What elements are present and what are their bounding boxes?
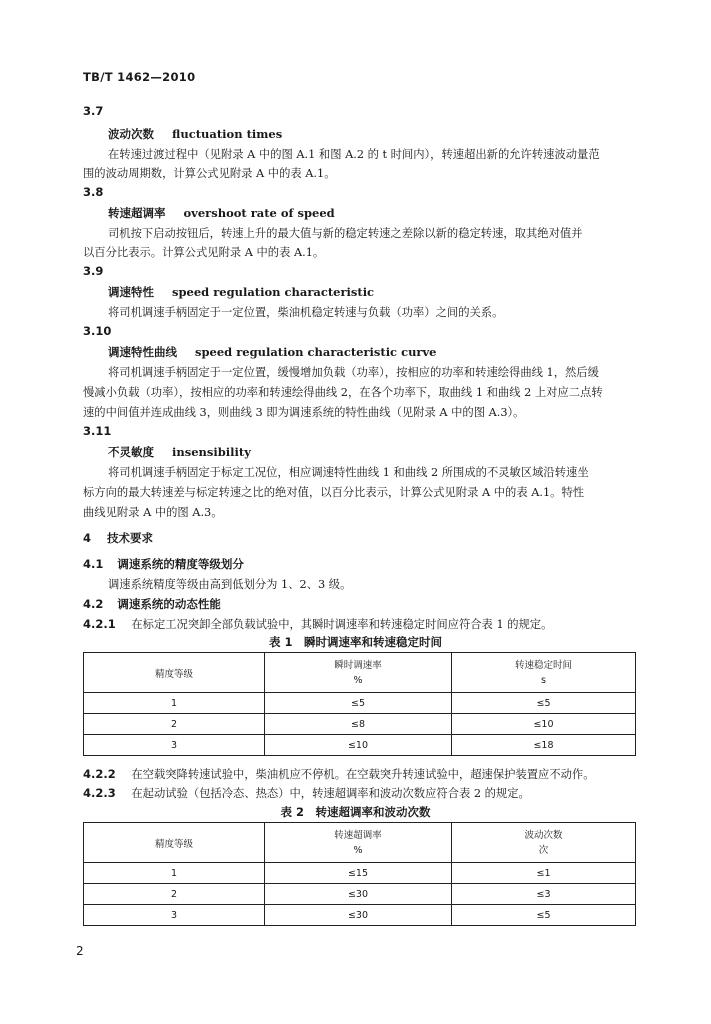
header-col1-name: 瞬时调速率 <box>334 659 382 671</box>
table-row <box>84 693 636 714</box>
clause-number: 4.2.2 <box>83 767 116 781</box>
table-header-row <box>84 823 636 863</box>
clause-number-3-7: 3.7 <box>83 104 104 118</box>
table2-caption: 表 2 转速超调率和波动次数 <box>280 805 431 819</box>
clause-text: 在起动试验（包括冷态、热态）中，转速超调率和波动次数应符合表 2 的规定。 <box>131 787 530 800</box>
table-row <box>84 714 636 735</box>
table-row <box>84 735 636 756</box>
term-heading-3-11 <box>108 444 251 460</box>
header-grade: 精度等级 <box>84 653 265 693</box>
term-cn: 调速特性曲线 <box>108 345 177 359</box>
clause-4-2-3 <box>83 785 530 801</box>
section-title: 调速系统的精度等级划分 <box>117 557 244 571</box>
cell-grade: 2 <box>84 884 265 905</box>
paragraph-line: 速的中间值并连成曲线 3，则曲线 3 即为调速系统的特性曲线（见附录 A 中的图 A.3）。 <box>83 406 525 419</box>
section-heading-4-1 <box>83 556 244 572</box>
header-col2 <box>452 653 636 693</box>
cell-grade: 1 <box>84 693 265 714</box>
term-en: speed regulation characteristic curve <box>195 345 437 359</box>
clause-4-2-1 <box>83 616 552 632</box>
header-col1 <box>265 823 452 863</box>
clause-number-3-10: 3.10 <box>83 324 112 338</box>
table-row <box>84 863 636 884</box>
paragraph-line: 标方向的最大转速差与标定转速之比的绝对值，以百分比表示，计算公式见附录 A 中的表 A.1。特性 <box>83 486 585 499</box>
table-row <box>84 884 636 905</box>
paragraph-line: 慢减小负载（功率），按相应的功率和转速绘得曲线 2，在各个功率下，取曲线 1 和曲线 2 上对应二点转 <box>83 386 603 399</box>
cell-value: ≤15 <box>265 863 452 884</box>
term-heading-3-7 <box>108 126 282 142</box>
cell-value: ≤3 <box>452 884 636 905</box>
table-row <box>84 905 636 926</box>
table1 <box>83 652 636 756</box>
cell-grade: 1 <box>84 863 265 884</box>
cell-value: ≤8 <box>265 714 452 735</box>
table2 <box>83 822 636 926</box>
section-heading-4 <box>83 530 153 546</box>
paragraph-line: 围的波动周期数，计算公式见附录 A 中的表 A.1。 <box>83 167 336 180</box>
term-cn: 转速超调率 <box>108 206 166 220</box>
term-en: speed regulation characteristic <box>172 285 375 299</box>
header-col1-unit: % <box>353 674 363 686</box>
term-cn: 调速特性 <box>108 285 154 299</box>
clause-number-3-9: 3.9 <box>83 264 104 278</box>
header-col2-name: 波动次数 <box>524 829 563 841</box>
term-en: overshoot rate of speed <box>183 206 335 220</box>
cell-value: ≤5 <box>452 905 636 926</box>
header-col1-unit: % <box>353 844 363 856</box>
header-col2-unit: 次 <box>538 844 549 856</box>
term-heading-3-8 <box>108 205 335 221</box>
term-cn: 波动次数 <box>108 127 154 141</box>
cell-value: ≤18 <box>452 735 636 756</box>
paragraph-line: 以百分比表示。计算公式见附录 A 中的表 A.1。 <box>83 246 325 259</box>
cell-value: ≤10 <box>452 714 636 735</box>
header-col1 <box>265 653 452 693</box>
cell-value: ≤1 <box>452 863 636 884</box>
clause-4-2-2 <box>83 766 595 782</box>
clause-number-3-11: 3.11 <box>83 424 112 438</box>
term-en: fluctuation times <box>172 127 283 141</box>
header-col2 <box>452 823 636 863</box>
cell-grade: 3 <box>84 735 265 756</box>
section-number: 4.2 <box>83 597 104 611</box>
term-heading-3-10 <box>108 344 437 360</box>
paragraph-line: 将司机调速手柄固定于一定位置，缓慢增加负载（功率），按相应的功率和转速绘得曲线 1，然后缓 <box>108 366 599 379</box>
cell-value: ≤30 <box>265 905 452 926</box>
section-title: 技术要求 <box>107 531 154 545</box>
paragraph-line: 将司机调速手柄固定于标定工况位，相应调速特性曲线 1 和曲线 2 所围成的不灵敏区域沿转速坐 <box>108 466 589 479</box>
cell-grade: 2 <box>84 714 265 735</box>
header-grade: 精度等级 <box>84 823 265 863</box>
clause-number-3-8: 3.8 <box>83 185 104 199</box>
term-cn: 不灵敏度 <box>108 445 154 459</box>
header-col1-name: 转速超调率 <box>334 829 382 841</box>
clause-text: 在标定工况突卸全部负载试验中，其瞬时调速率和转速稳定时间应符合表 1 的规定。 <box>131 618 553 631</box>
section-number: 4.1 <box>83 557 104 571</box>
cell-grade: 3 <box>84 905 265 926</box>
table1-caption: 表 1 瞬时调速率和转速稳定时间 <box>268 635 442 649</box>
section-heading-4-2 <box>83 596 221 612</box>
table-header-row <box>84 653 636 693</box>
paragraph-line: 在转速过渡过程中（见附录 A 中的图 A.1 和图 A.2 的 t 时间内），转速超出新的允许转速波动量范 <box>108 148 600 161</box>
section-number: 4 <box>83 531 92 545</box>
page-number: 2 <box>76 944 84 958</box>
clause-number: 4.2.1 <box>83 617 116 631</box>
paragraph-line: 调速系统精度等级由高到低划分为 1、2、3 级。 <box>108 578 352 591</box>
header-col2-unit: s <box>541 674 546 686</box>
paragraph-line: 司机按下启动按钮后，转速上升的最大值与新的稳定转速之差除以新的稳定转速，取其绝对值并 <box>108 227 583 240</box>
clause-number: 4.2.3 <box>83 786 116 800</box>
document-header-id: TB/T 1462—2010 <box>83 70 196 84</box>
cell-value: ≤10 <box>265 735 452 756</box>
paragraph-line: 曲线见附录 A 中的图 A.3。 <box>83 506 223 519</box>
cell-value: ≤5 <box>452 693 636 714</box>
term-heading-3-9 <box>108 284 374 300</box>
paragraph-line: 将司机调速手柄固定于一定位置，柴油机稳定转速与负载（功率）之间的关系。 <box>108 306 504 319</box>
clause-text: 在空载突降转速试验中，柴油机应不停机。在空载突升转速试验中，超速保护装置应不动作。 <box>131 768 595 781</box>
header-col2-name: 转速稳定时间 <box>514 659 572 671</box>
term-en: insensibility <box>172 445 251 459</box>
cell-value: ≤30 <box>265 884 452 905</box>
section-title: 调速系统的动态性能 <box>117 597 221 611</box>
cell-value: ≤5 <box>265 693 452 714</box>
